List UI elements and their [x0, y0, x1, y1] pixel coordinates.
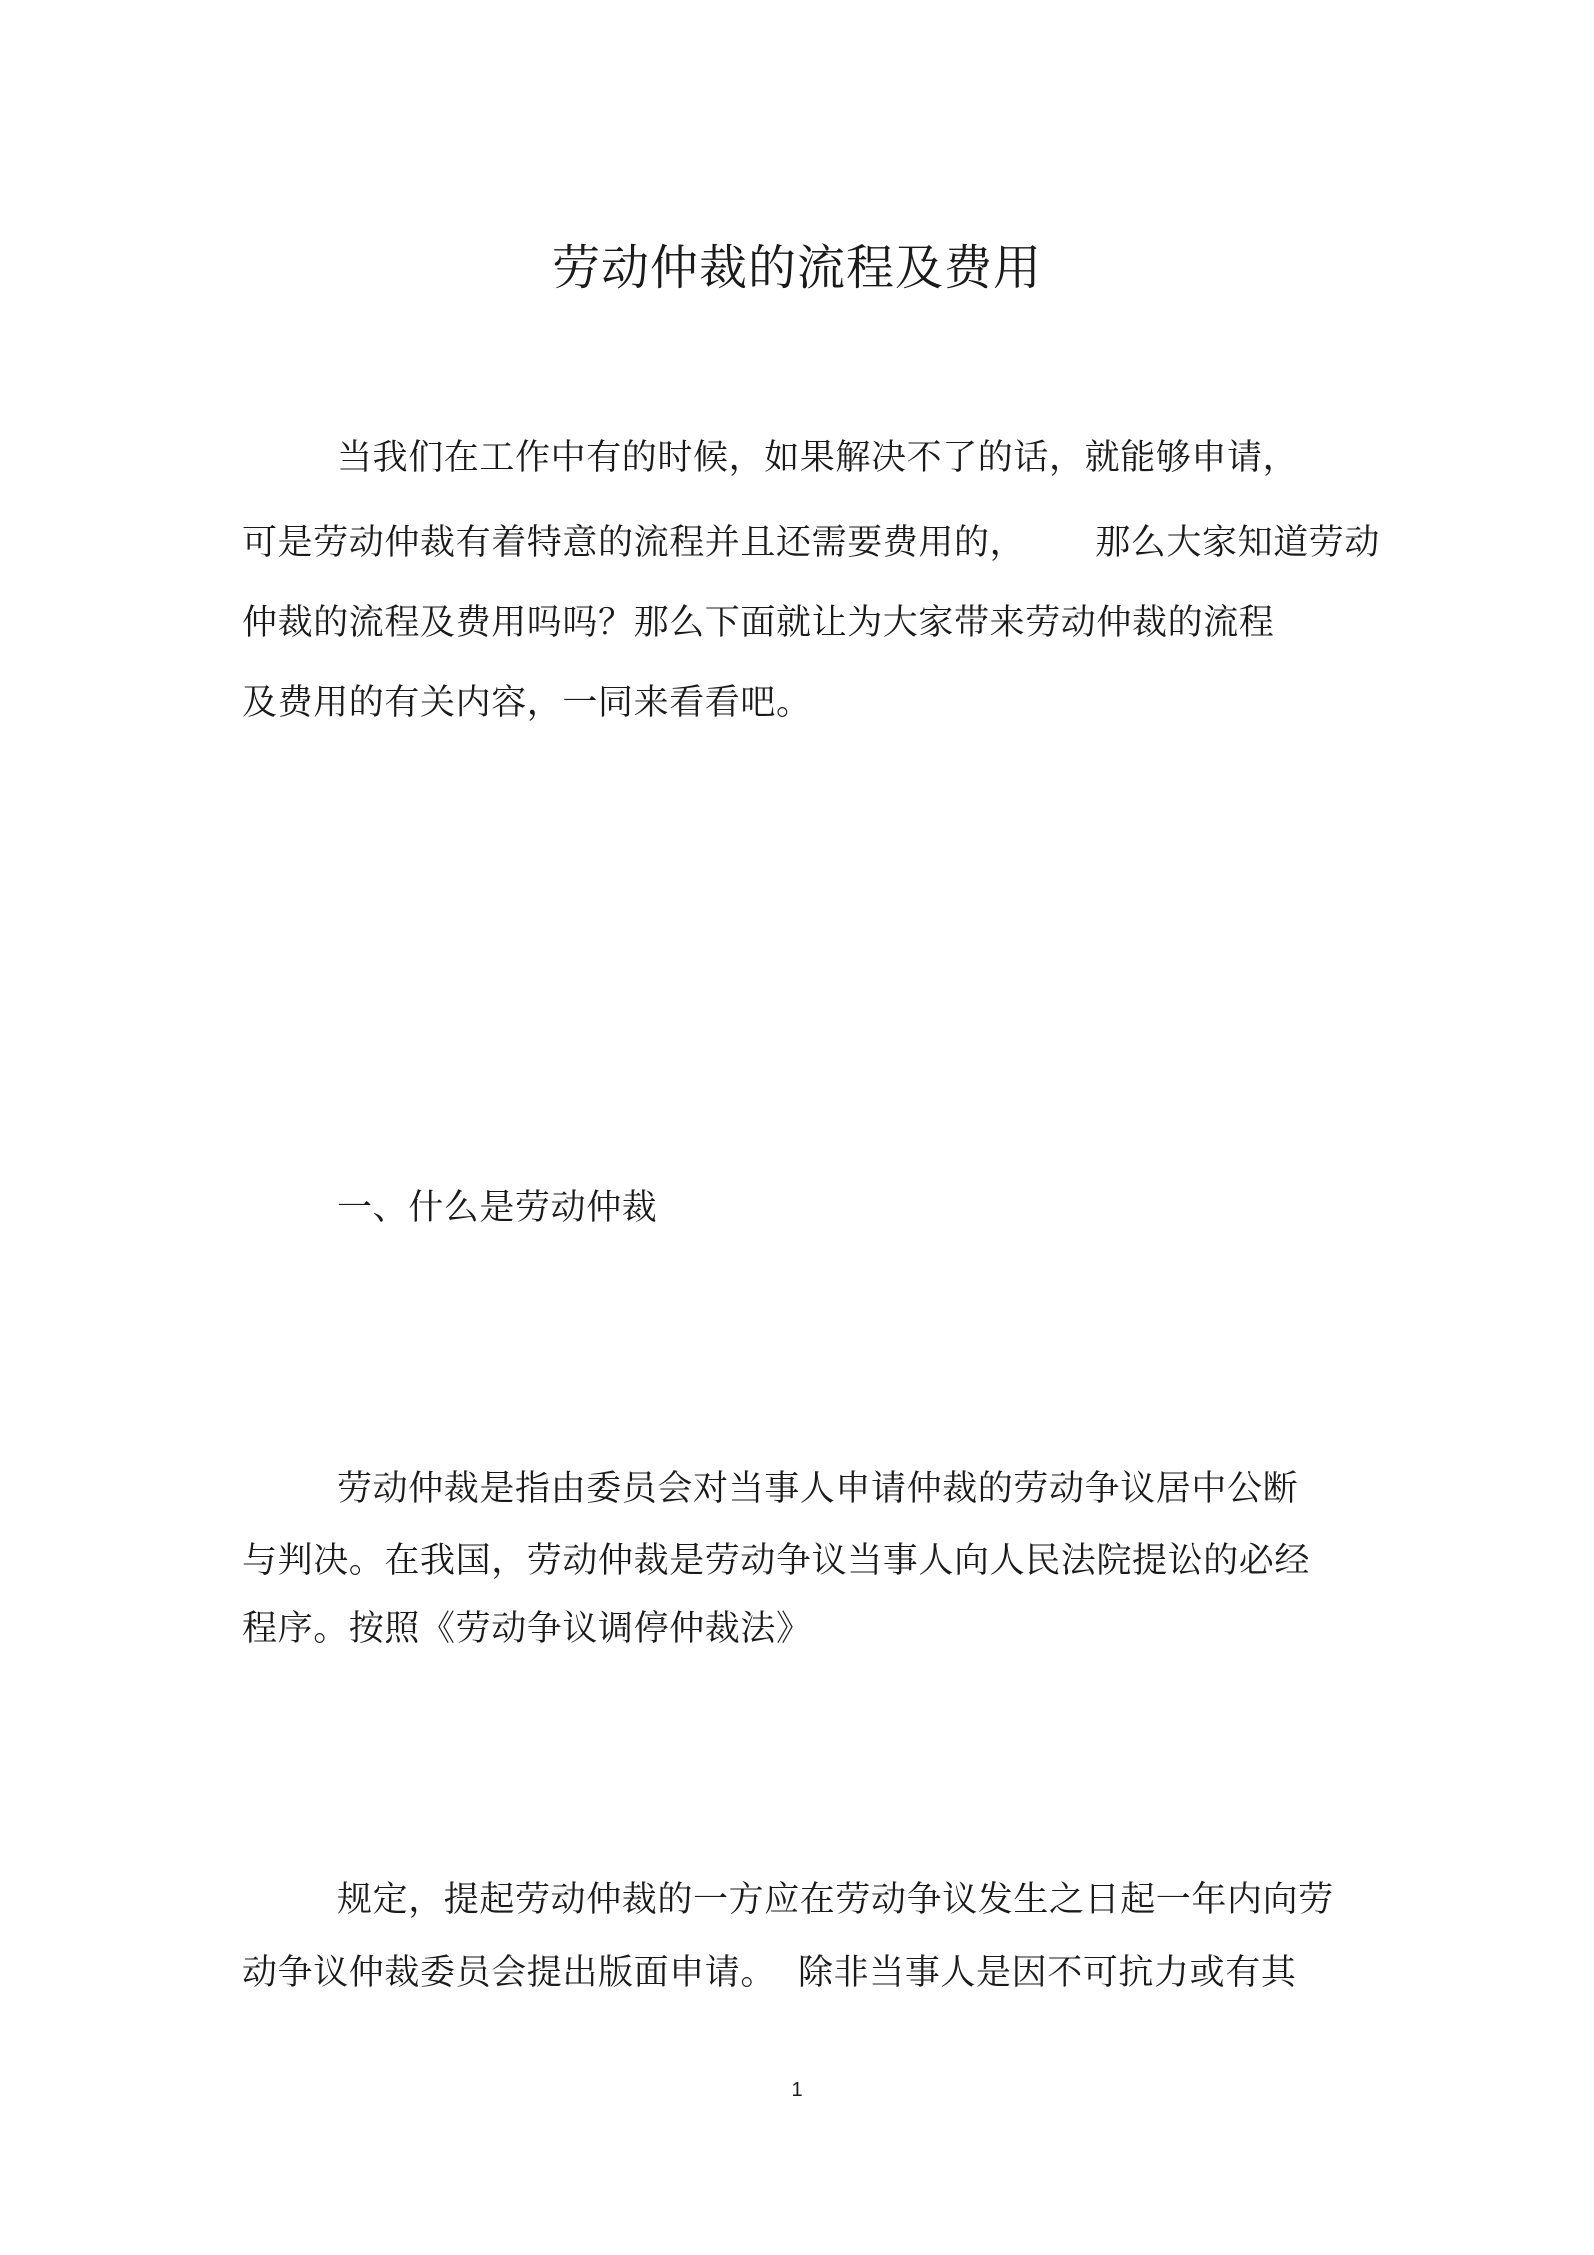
- intro-line-2: [242, 520, 1380, 566]
- para2-line-2: [242, 1950, 1296, 1996]
- para2-line-1: 规定，提起劳动仲裁的一方应在劳动争议发生之日起一年内向劳: [337, 1880, 1334, 1920]
- intro-line-2-part-1: 可是劳动仲裁有着特意的流程并且还需要费用的，: [242, 523, 1026, 563]
- intro-line-1: 当我们在工作中有的时候，如果解决不了的话，就能够申请，: [337, 438, 1299, 478]
- para1-line-2: 与判决。在我国，劳动仲裁是劳动争议当事人向人民法院提讼的必经: [242, 1541, 1311, 1581]
- para1-line-3: 程序。按照《劳动争议调停仲裁法》: [242, 1609, 812, 1649]
- intro-line-3: 仲裁的流程及费用吗吗？那么下面就让为大家带来劳动仲裁的流程: [242, 603, 1275, 643]
- para1-line-1: 劳动仲裁是指由委员会对当事人申请仲裁的劳动争议居中公断: [337, 1469, 1299, 1509]
- intro-line-4: 及费用的有关内容，一同来看看吧。: [242, 683, 812, 723]
- intro-line-2-part-2: 那么大家知道劳动: [1095, 523, 1381, 563]
- para2-line-2-part-2: 除非当事人是因不可抗力或有其: [798, 1953, 1297, 1993]
- para2-line-2-part-1: 动争议仲裁委员会提出版面申请。: [242, 1953, 777, 1993]
- section-heading: 一、什么是劳动仲裁: [337, 1188, 658, 1228]
- page-number: 1: [791, 2079, 803, 2101]
- document-title: 劳动仲裁的流程及费用: [551, 240, 1042, 296]
